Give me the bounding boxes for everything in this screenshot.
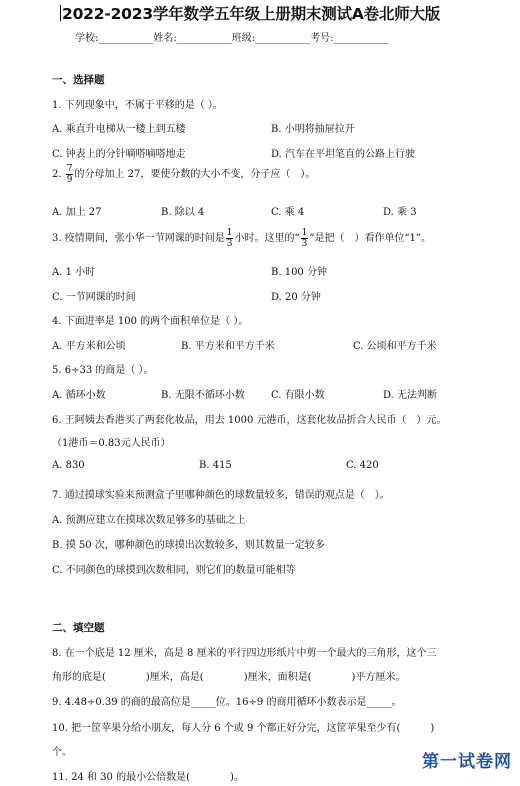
q7-option-a: A. 预测应建立在摸球次数足够多的基础之上 [52, 515, 246, 526]
q1-option-a: A. 乘直升电梯从一楼上到五楼 [52, 124, 186, 135]
title-text: 2022-2023学年数学五年级上册期末测试A卷北师大版 [62, 5, 441, 23]
student-info-line: 学校:___________姓名:___________班级:___________考号:___________ [75, 33, 389, 44]
fraction-1-3-quoted [301, 228, 309, 249]
question-10-line1: 10. 把一筐苹果分给小朋友，每人分 6 个或 9 个都正好分完，这筐苹果至少有( ) [52, 723, 435, 734]
question-10-line2: 个。 [52, 747, 72, 758]
q4-option-c: C. 公顷和平方千米 [353, 341, 437, 352]
section-heading-fill: 二、填空题 [52, 622, 105, 634]
q5-option-b: B. 无限不循环小数 [161, 390, 245, 401]
page-title [60, 2, 440, 24]
q5-option-a: A. 循环小数 [52, 390, 106, 401]
q6-option-c: C. 420 [346, 460, 379, 471]
denominator: 3 [301, 239, 308, 249]
question-1: 1. 下列现象中，不属于平移的是（ ）。 [52, 100, 223, 111]
q5-option-d: D. 无法判断 [383, 390, 438, 401]
denominator: 9 [66, 175, 73, 185]
q2-option-b: B. 除以 4 [161, 207, 205, 218]
q1-option-c: C. 钟表上的分针嘀嗒嘀嗒地走 [52, 149, 186, 160]
section-heading-choice: 一、选择题 [52, 74, 105, 86]
question-2 [52, 164, 315, 185]
numerator: 1 [226, 228, 233, 238]
question-7: 7. 通过摸球实验来预测盒子里哪种颜色的球数量较多，错误的观点是（ ）。 [52, 490, 390, 501]
q6-exchange-note: （1港币＝0.83元人民币） [52, 438, 171, 449]
q1-option-d: D. 汽车在平坦笔直的公路上行驶 [271, 149, 416, 160]
q7-option-c: C. 不同颜色的球摸到次数相同，则它们的数量可能相等 [52, 565, 296, 576]
fraction-7-9 [66, 164, 74, 185]
question-5: 5. 6÷33 的商是（ ）。 [52, 365, 154, 376]
question-8-line2: 角形的底是( )厘米，高是( )厘米，面积是( )平方厘米。 [52, 672, 406, 683]
q3-option-b: B. 100 分钟 [271, 267, 327, 278]
q2-option-c: C. 乘 4 [271, 207, 305, 218]
denominator: 3 [226, 239, 233, 249]
q3-text-post: ”是把（ ）看作单位“1”。 [309, 233, 432, 244]
question-3 [52, 228, 431, 249]
q4-option-a: A. 平方米和公顷 [52, 341, 126, 352]
question-11: 11. 24 和 30 的最小公倍数是( )。 [52, 772, 244, 783]
question-8-line1: 8. 在一个底是 12 厘米，高是 8 厘米的平行四边形纸片中剪一个最大的三角形，这个三 [52, 648, 437, 659]
numerator: 1 [301, 228, 308, 238]
q5-option-c: C. 有限小数 [271, 390, 325, 401]
question-6: 6. 王阿姨去香港买了两套化妆品，用去 1000 元港币，这套化妆品折合人民币（ ）元。 [52, 415, 447, 426]
question-4: 4. 下面进率是 100 的两个面积单位是（ ）。 [52, 316, 249, 327]
q2-number: 2. [52, 169, 62, 180]
q3-option-d: D. 20 分钟 [271, 292, 321, 303]
q3-option-a: A. 1 小时 [52, 267, 96, 278]
q1-option-b: B. 小明将抽屉拉开 [271, 124, 355, 135]
q6-option-b: B. 415 [199, 460, 232, 471]
q6-option-a: A. 830 [52, 460, 85, 471]
q3-option-c: C. 一节网课的时间 [52, 292, 136, 303]
q4-option-b: B. 平方米和平方千米 [181, 341, 275, 352]
numerator: 7 [66, 164, 73, 174]
text-cursor [60, 5, 61, 21]
watermark-logo: 第一试卷网 [422, 752, 512, 772]
question-9: 9. 4.48÷0.39 的商的最高位是_____位。16÷9 的商用循环小数表示是_____。 [52, 697, 402, 708]
q3-text-pre: 3. 疫情期间，张小华一节网课的时间是 [52, 233, 225, 244]
q2-option-d: D. 乘 3 [383, 207, 417, 218]
fraction-1-3 [226, 228, 234, 249]
q3-text-mid: 小时。这里的“ [234, 233, 300, 244]
q7-option-b: B. 摸 50 次，哪种颜色的球摸出次数较多，则其数量一定较多 [52, 540, 325, 551]
q2-text: 的分母加上 27，要使分数的大小不变，分子应（ ）。 [74, 169, 316, 180]
q2-option-a: A. 加上 27 [52, 207, 102, 218]
